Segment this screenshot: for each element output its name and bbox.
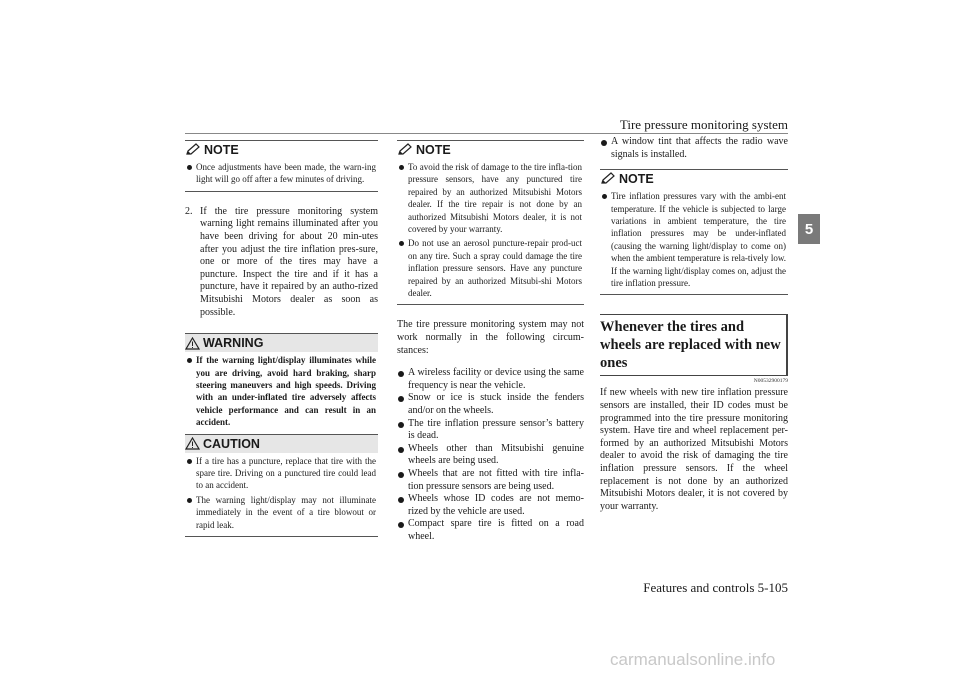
section-code: N00532900179 (753, 378, 788, 385)
list-item: Compact spare tire is fitted on a road wheel. (397, 518, 584, 543)
column-2 (397, 140, 584, 544)
warning-triangle-icon (185, 337, 200, 350)
list-item: Snow or ice is stuck inside the fenders and/or on the wheels. (397, 392, 584, 417)
warning-header (185, 334, 378, 352)
note-pencil-icon (600, 172, 616, 186)
caution-item: If a tire has a puncture, replace that tire with the spare tire. Driving on a punctured tire could lead to an accident. (185, 455, 376, 492)
note-label: NOTE (204, 143, 239, 157)
note-item: To avoid the risk of damage to the tire infla-tion pressure sensors, have any punctured tire repaired by an authorized Mitsubishi Motors dealer. If the tire repair is not done by an authorized Mitsubishi Motors dealer, it is not covered by your warranty. (397, 161, 582, 235)
circumstances-intro: The tire pressure monitoring system may not work normally in the following circum-stances: (397, 319, 584, 356)
note-pencil-icon (397, 143, 413, 157)
chapter-tab: 5 (798, 214, 820, 244)
list-item: A wireless facility or device using the same frequency is near the vehicle. (397, 367, 584, 392)
step-text: If the tire pressure monitoring system warning light remains illuminated after you have been driving for about 20 min-utes after you adjust the tire inflation pres-sure, one or more of the tires may have a puncture. Inspect the tire and if it has a puncture, have it repaired by an autho-rized Mitsubishi Motors dealer as soon as possible. (200, 205, 378, 318)
step-number: 2. (185, 205, 193, 217)
list-item: The tire inflation pressure sensor’s battery is dead. (397, 418, 584, 443)
note-label: NOTE (416, 143, 451, 157)
note-box-col3 (600, 169, 788, 295)
running-header-title: Tire pressure monitoring system (619, 117, 788, 132)
note-item: Tire inflation pressures vary with the ambi-ent temperature. If the vehicle is subjected to large variations in ambient temperature, the tire inflation pressures may be under-inflated (causing the warning light/display to come on) when the ambient temperature is rela-tively low. If the warning light/display comes on, adjust the tire inflation pressure. (600, 190, 786, 289)
note-item: Do not use an aerosol puncture-repair prod-uct on any tire. Such a spray could damage the tire inflation pressure sensors. Have any puncture repaired by an authorized Mitsubi-shi Motors dealer. (397, 237, 582, 299)
warning-box (185, 333, 378, 433)
section-text: If new wheels with new tire inflation pressure sensors are installed, their ID codes must be programmed into the tire pressure monitoring system. Have tire and wheel replacement per-formed by an authorized Mitsubishi Motors dealer to avoid the risk of damaging the tire inflation pressure sensors. If the wheel replacement is not done by an authorized Mitsubishi Motors dealer, it is not covered by your warranty. (600, 387, 788, 512)
note-header (600, 170, 788, 188)
watermark: carmanualsonline.info (610, 650, 776, 669)
warning-label: WARNING (203, 336, 264, 351)
list-item: Wheels whose ID codes are not memo-rized by the vehicle are used. (397, 493, 584, 518)
caution-triangle-icon (185, 437, 200, 450)
column-1 (185, 140, 378, 537)
caution-label: CAUTION (203, 436, 260, 451)
section-heading: Whenever the tires and wheels are replaced with new ones (600, 314, 788, 376)
list-item: Wheels that are not fitted with tire infla-tion pressure sensors are being used. (397, 468, 584, 493)
caution-header (185, 435, 378, 453)
note-header (185, 141, 378, 159)
circumstances-list (397, 367, 584, 543)
note-box-col1 (185, 140, 378, 192)
note-header (397, 141, 584, 159)
list-item: A window tint that affects the radio wave signals is installed. (600, 136, 788, 161)
note-box-col2 (397, 140, 584, 305)
list-item: Wheels other than Mitsubishi genuine wheels are being used. (397, 443, 584, 468)
page-footer: Features and controls 5-105 (643, 580, 788, 595)
header-rule (185, 133, 788, 134)
caution-box (185, 434, 378, 537)
note-pencil-icon (185, 143, 201, 157)
caution-item: The warning light/display may not illuminate immediately in the event of a tire blowout or rapid leak. (185, 494, 376, 531)
note-label: NOTE (619, 172, 654, 187)
step-2 (185, 206, 378, 319)
warning-item: If the warning light/display illuminates while you are driving, avoid hard braking, sharp steering maneuvers and high speeds. Driving with an under-inflated tire adversely affects vehicle performance and can result in an accident. (185, 354, 376, 428)
column-3 (600, 136, 788, 513)
note-item: Once adjustments have been made, the warn-ing light will go off after a few minutes of driving. (185, 161, 376, 186)
